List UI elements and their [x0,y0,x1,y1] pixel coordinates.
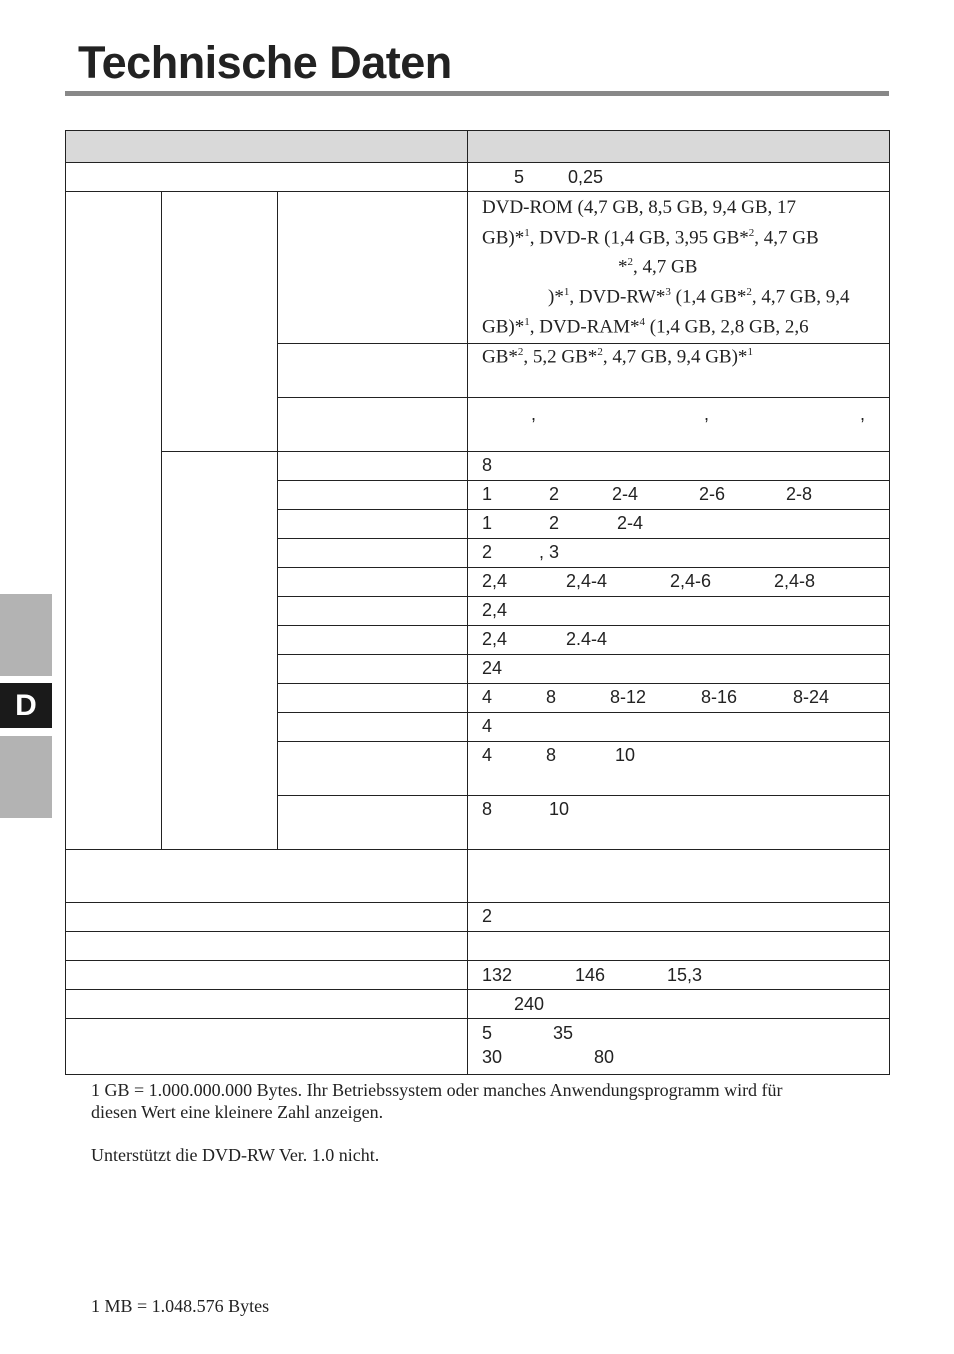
table-cell: 2 [549,513,560,533]
table-cell: 2,4-4 [566,571,608,591]
table-cell: 8 [546,687,557,707]
table-cell: 2-8 [786,484,813,504]
table-cell: 30 [482,1047,503,1067]
table-cell: 132 [482,965,513,985]
media-line: )*$^1$, DVD-RW*$^3$ (1,4 GB*$^2$, 4,7 GB, 9,4 [548,286,850,308]
table-cell: 2 [482,542,493,562]
table-cell: 2 [482,906,493,926]
table-cell: 1 [482,513,493,533]
side-tab-lower [0,736,52,818]
table-cell: 5 [514,167,525,187]
table-cell: 8 [546,745,557,765]
footnote-1-line-1: 1 GB = 1.000.000.000 Bytes. Ihr Betriebssystem oder manches Anwendungsprogramm wird für [91,1080,783,1100]
row-divider [161,451,890,452]
row-divider [277,397,890,398]
row-divider [277,741,890,742]
table-cell: 4 [482,745,493,765]
media-line: GB*$^2$, 5,2 GB*$^2$, 4,7 GB, 9,4 GB)*$^1$ [482,345,753,368]
table-cell: 8 [482,455,493,475]
side-tab-upper [0,594,52,676]
table-cell: 2-4 [612,484,639,504]
media-line: *$^2$, 4,7 GB [618,256,698,278]
table-cell: 35 [553,1023,574,1043]
footnote-3: 1 MB = 1.048.576 Bytes [91,1296,270,1316]
table-cell: 8-24 [793,687,830,707]
column-divider [161,192,162,849]
footnote-1-line-2: diesen Wert eine kleinere Zahl anzeigen. [91,1102,384,1122]
table-cell: 2 [549,484,560,504]
title-rule [65,91,889,96]
media-line: DVD-ROM (4,7 GB, 8,5 GB, 9,4 GB, 17 [482,197,797,218]
table-cell: 8-12 [610,687,647,707]
row-divider [277,596,890,597]
table-cell: , [704,404,710,424]
row-divider [65,960,890,961]
table-cell: 146 [575,965,606,985]
table-cell: 0,25 [568,167,604,187]
page-title: Technische Daten [78,37,452,88]
table-cell: 15,3 [667,965,703,985]
row-divider [277,625,890,626]
row-divider [65,989,890,990]
footnote-2: Unterstützt die DVD-RW Ver. 1.0 nicht. [91,1145,380,1165]
table-cell: 10 [549,799,570,819]
table-cell: 4 [482,716,493,736]
row-divider [65,849,890,850]
table-cell: 8-16 [701,687,738,707]
table-cell: 2-6 [699,484,726,504]
table-cell: 4 [482,687,493,707]
table-cell: 2,4 [482,571,508,591]
table-cell: , [531,404,537,424]
table-cell: 1 [482,484,493,504]
table-cell: 240 [514,994,545,1014]
table-cell: 24 [482,658,503,678]
table-cell: 5 [482,1023,493,1043]
side-tab-active [0,683,52,728]
column-divider [467,130,468,1075]
column-divider [277,192,278,849]
row-divider [277,712,890,713]
row-divider [277,683,890,684]
row-divider [65,191,890,192]
table-cell: 10 [615,745,636,765]
row-divider [277,509,890,510]
row-divider [65,162,890,163]
table-cell: 2,4 [482,629,508,649]
table-cell: 2-4 [617,513,644,533]
row-divider [277,654,890,655]
row-divider [277,567,890,568]
media-line: GB)*$^1$, DVD-R (1,4 GB, 3,95 GB*$^2$, 4,7 GB [482,226,819,248]
row-divider [65,1018,890,1019]
row-divider [277,795,890,796]
media-line: GB)*$^1$, DVD-RAM*$^4$ (1,4 GB, 2,8 GB, 2,6 [482,315,809,338]
table-cell: 2.4-4 [566,629,608,649]
row-divider [277,538,890,539]
row-divider [277,480,890,481]
table-cell: 2,4 [482,600,508,620]
table-cell: 2,4-6 [670,571,712,591]
table-cell: 2,4-8 [774,571,816,591]
row-divider [65,902,890,903]
side-tab-label: D [15,688,37,722]
table-cell: 8 [482,799,493,819]
table-cell: 80 [594,1047,615,1067]
supported-media-text [482,196,877,370]
table-cell: , 3 [539,542,560,562]
row-divider [65,931,890,932]
table-cell: , [860,404,866,424]
